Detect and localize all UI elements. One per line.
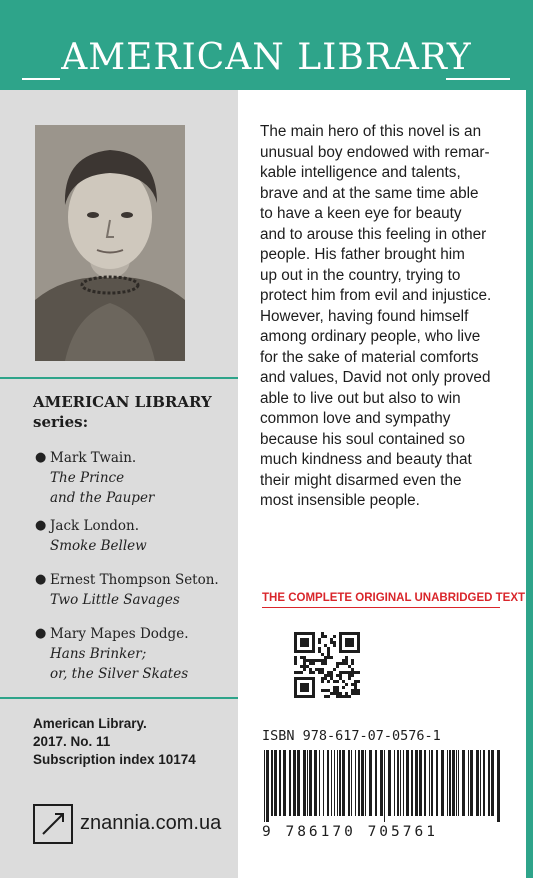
blurb-line: protect him from evil and injustice.: [260, 287, 492, 304]
book-author: Mary Mapes Dodge.: [50, 626, 189, 642]
book-author: Jack London.: [50, 518, 140, 534]
info-line-2: 2017. No. 11: [33, 734, 111, 749]
series-title: AMERICAN LIBRARY: [33, 393, 212, 411]
blurb-line: among ordinary people, who live: [260, 328, 481, 345]
sidebar-rule-top: [0, 377, 238, 379]
blurb-line: kable intelligence and talents,: [260, 164, 461, 181]
blurb-line: their might disarmed even the: [260, 471, 462, 489]
blurb-line: much kindness and beauty that: [260, 451, 472, 468]
blurb-line: and values, David not only proved: [260, 369, 491, 386]
unabridged-underline: [262, 607, 500, 608]
book-title: Smoke Bellew: [50, 538, 147, 554]
blurb-line: up out in the country, trying to: [260, 266, 461, 284]
sidebar-rule-bottom: [0, 697, 238, 699]
right-edge-strip: [526, 90, 533, 878]
series-book-3: [35, 570, 235, 610]
blurb-line: because his soul contained so: [260, 430, 465, 448]
book-title: The Prince and the Pauper: [50, 470, 155, 506]
header-band: [0, 0, 533, 90]
series-subtitle: series:: [33, 413, 89, 431]
book-author: Mark Twain.: [50, 450, 137, 466]
portrait-illustration: [35, 125, 185, 361]
series-book-4: [35, 624, 235, 684]
bullet-icon: ●: [35, 450, 47, 465]
book-title: Two Little Savages: [50, 592, 180, 608]
header-title: AMERICAN LIBRARY: [61, 37, 472, 78]
blurb-line: common love and sympathy: [260, 410, 451, 427]
blurb-line: to have a keen eye for beauty: [260, 205, 462, 222]
isbn: ISBN 978-617-07-0576-1: [262, 728, 441, 744]
bullet-icon: ●: [35, 572, 47, 587]
info-line-3: Subscription index 10174: [33, 752, 196, 767]
blurb-line: The main hero of this novel is an: [260, 123, 482, 140]
blurb-line: people. His father brought him: [260, 246, 465, 263]
blurb-line: brave and at the same time able: [260, 184, 479, 202]
blurb-line: and to arouse this feeling in other: [260, 225, 487, 243]
book-title: Hans Brinker; or, the Silver Skates: [50, 646, 189, 682]
blurb-line: most insensible people.: [260, 492, 420, 509]
publisher-url: znannia.com.ua: [80, 812, 222, 834]
info-line-1: American Library.: [33, 716, 147, 731]
barcode-number: 9 786170 705761: [262, 824, 438, 840]
unabridged-notice: THE COMPLETE ORIGINAL UNABRIDGED TEXT: [262, 592, 526, 604]
blurb-line: able to live out but also to win: [260, 389, 461, 407]
book-author: Ernest Thompson Seton.: [50, 572, 219, 588]
author-portrait: [35, 125, 185, 361]
header-rule-right: [446, 78, 510, 80]
blurb-line: unusual boy endowed with remar-: [260, 143, 490, 161]
book-description: [260, 122, 522, 512]
series-book-1: [35, 448, 235, 508]
blurb-line: for the sake of material comforts: [260, 348, 479, 366]
bullet-icon: ●: [35, 626, 47, 641]
qr-code: [294, 632, 360, 698]
series-book-2: [35, 516, 235, 556]
publisher-logo-icon: [33, 804, 73, 844]
bullet-icon: ●: [35, 518, 47, 533]
barcode: [262, 750, 506, 822]
blurb-line: However, having found himself: [260, 307, 469, 325]
